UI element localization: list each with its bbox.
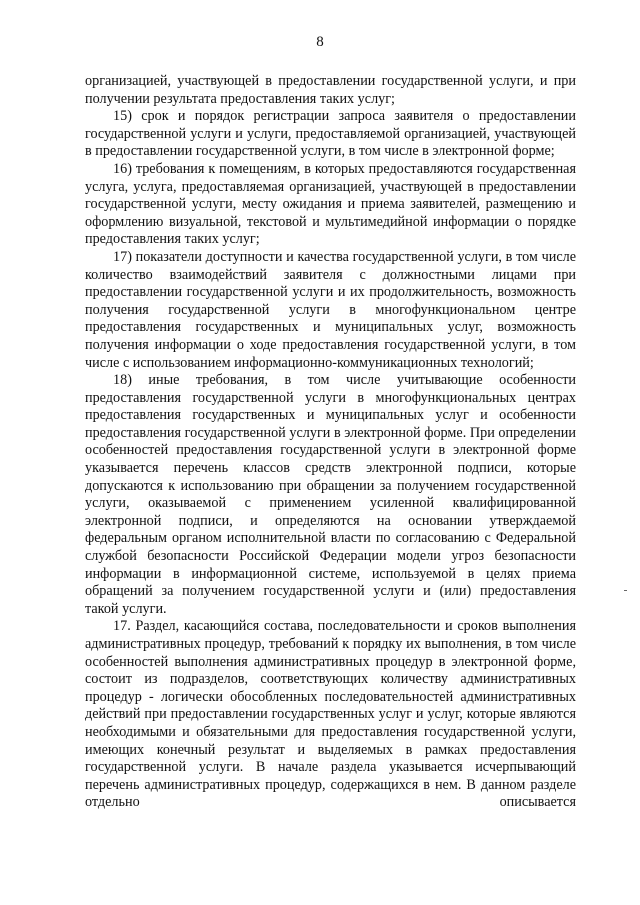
paragraph-item-17: 17) показатели доступности и качества государственной услуги, в том числе количество взаимодействий заявителя с должностными лицами при предоставлении государственной услуги и их продолжительность, возможность получения государственной услуги в многофункциональном центре предоставления государственных и муниципальных услуг, возможность получения информации о ходе предоставления государственной услуги, в том числе с использованием информационно-коммуникационных технологий;: [85, 248, 576, 371]
document-text: [85, 73, 576, 812]
paragraph-continuation: организацией, участвующей в предоставлении государственной услуги, и при получении результата предоставления таких услуг;: [85, 73, 576, 107]
page-number: 8: [316, 34, 324, 50]
margin-mark: [624, 590, 627, 591]
paragraph-item-18: 18) иные требования, в том числе учитывающие особенности предоставления государственной услуги в многофункциональных центрах предоставления государственных и муниципальных услуг и особенности предоставления государственной услуги в электронной форме. При определении особенностей предоставления государственной услуги в электронной форме указывается перечень классов средств электронной подписи, которые допускаются к использованию при обращении за получением государственной услуги, оказываемой с применением усиленной квалифицированной электронной подписи, и определяются на основании утверждаемой федеральным органом исполнительной власти по согласованию с Федеральной службой безопасности Российской Федерации модели угроз безопасности информации в информационной системе, используемой в целях приема обращений за получением государственной услуги и (или) предоставления такой услуги.: [85, 372, 576, 617]
paragraph-item-15: 15) срок и порядок регистрации запроса заявителя о предоставлении государственной услуги и услуги, предоставляемой организацией, участвующей в предоставлении государственной услуги, в том числе в электронной форме;: [85, 108, 576, 160]
paragraph-item-16: 16) требования к помещениям, в которых предоставляются государственная услуга, услуга, предоставляемая организацией, участвующей в предоставлении государственной услуги, месту ожидания и приема заявителей, размещению и оформлению визуальной, текстовой и мультимедийной информации о порядке предоставления таких услуг;: [85, 160, 576, 248]
paragraph-section-17: 17. Раздел, касающийся состава, последовательности и сроков выполнения административных процедур, требований к порядку их выполнения, в том числе особенностей выполнения административных процедур в электронной форме, состоит из подразделов, соответствующих количеству административных процедур - логически обособленных последовательностей административных действий при предоставлении государственных услуг и услуг, которые являются необходимыми и обязательными для предоставления государственной услуги, имеющих конечный результат и выделяемых в рамках предоставления государственной услуги. В начале раздела указывается исчерпывающий перечень административных процедур, содержащихся в нем. В данном разделе отдельно описывается: [85, 618, 576, 811]
